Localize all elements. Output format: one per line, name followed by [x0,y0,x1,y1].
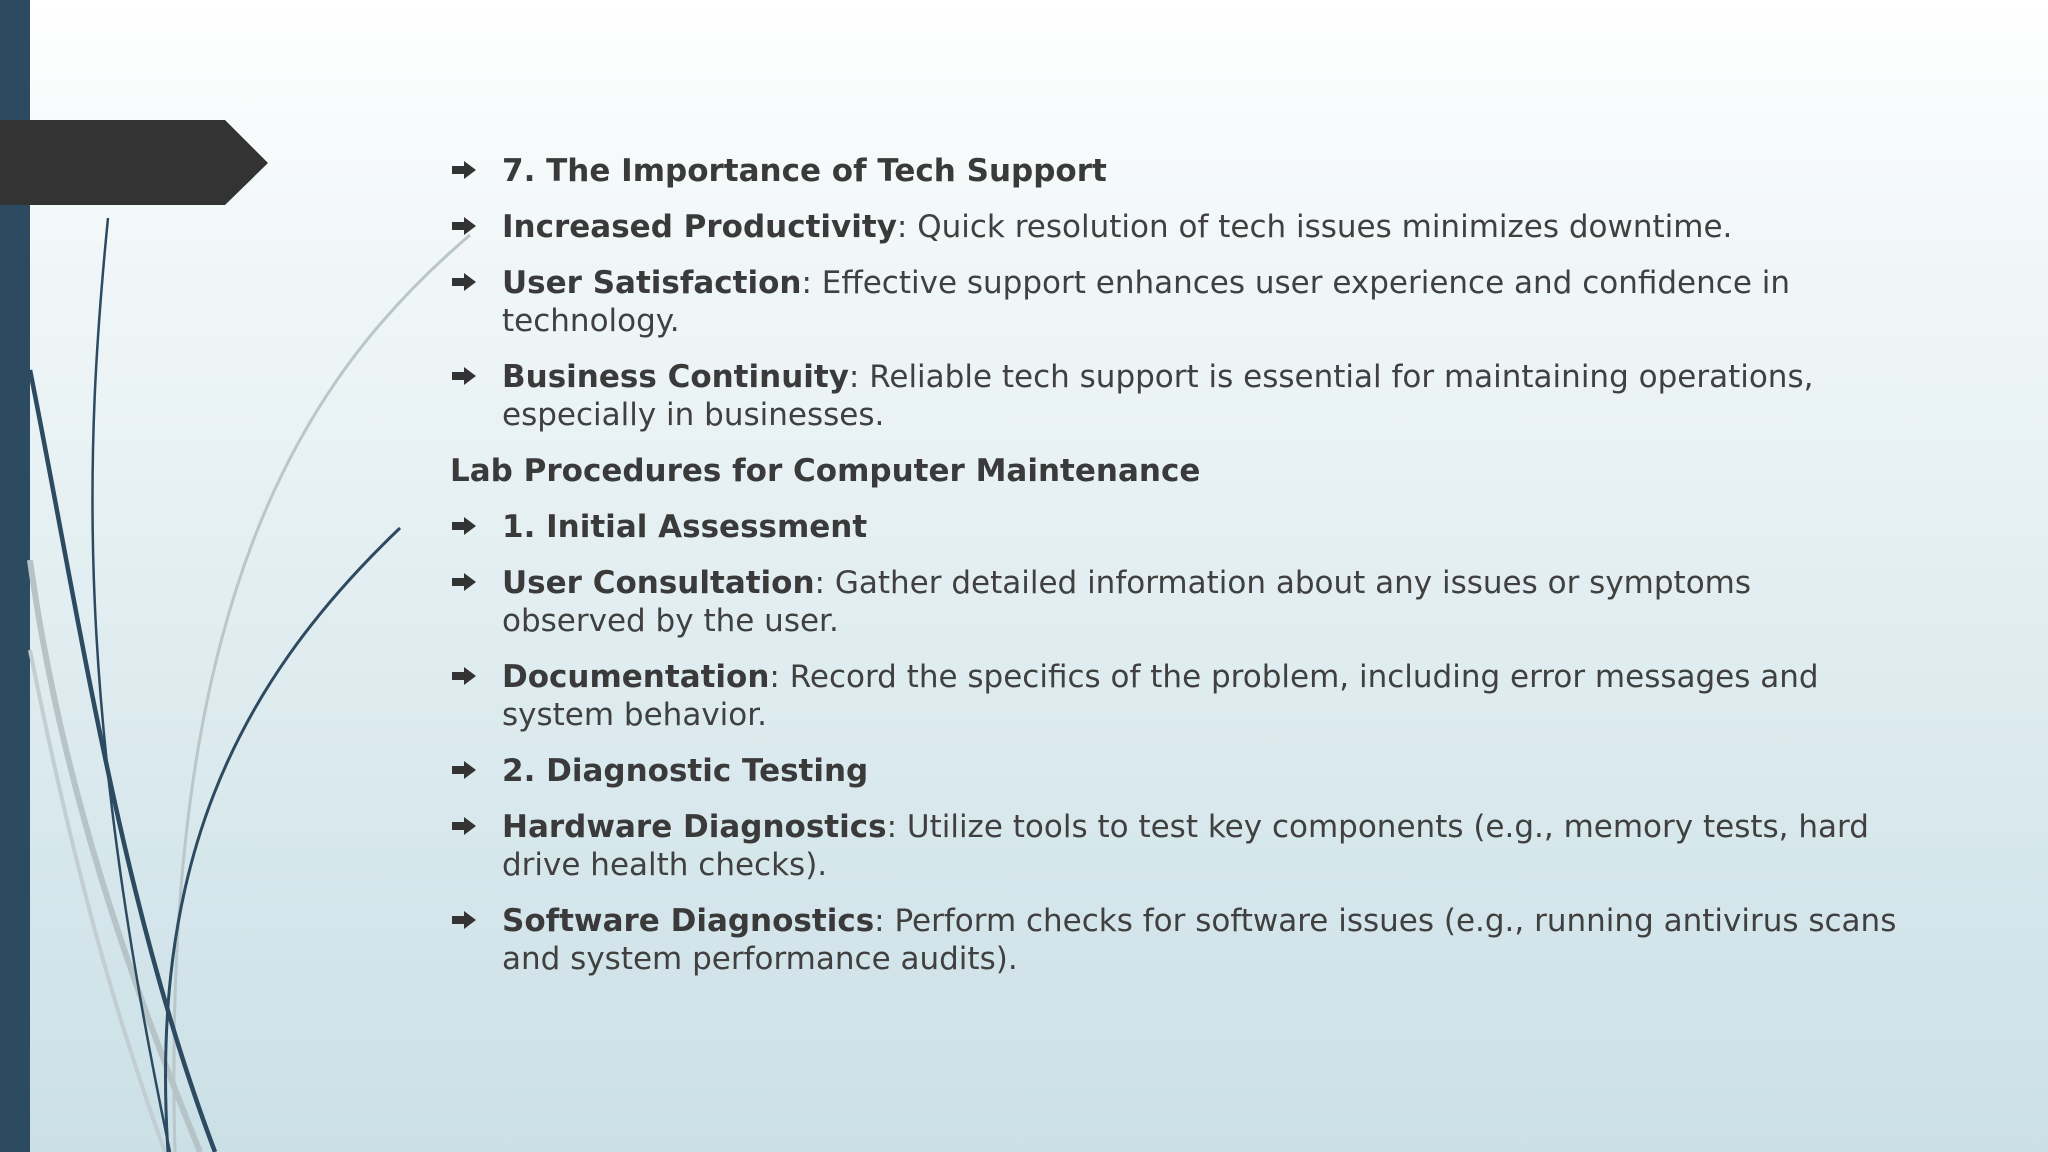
decor-curve [30,370,215,1152]
bullet-item [450,208,1900,246]
bullet-text: : Gather detailed information about any issues or symptoms observed by the user. [502,565,1752,639]
decor-curve [174,235,470,1152]
title-tab [0,120,268,205]
bullet-term: User Consultation [502,565,815,601]
bullet-item [450,752,1900,790]
bullet-heading: 2. Diagnostic Testing [502,753,869,789]
bullet-item [450,902,1900,978]
bullet-item [450,564,1900,640]
bullet-term: Hardware Diagnostics [502,809,887,845]
arrow-bullet-icon [452,667,476,685]
arrow-bullet-icon [452,161,476,179]
arrow-bullet-icon [452,761,476,779]
bullet-heading: 1. Initial Assessment [502,509,868,545]
bullet-term: Business Continuity [502,359,849,395]
bullet-term: Documentation [502,659,770,695]
bullet-item [450,658,1900,734]
arrow-bullet-icon [452,817,476,835]
bullet-term: Increased Productivity [502,209,897,245]
bullet-item [450,264,1900,340]
decor-curve [92,218,170,1152]
arrow-bullet-icon [452,517,476,535]
bullet-text: : Record the specifics of the problem, including error messages and system behavior. [502,659,1819,733]
decor-curve [166,528,400,1152]
bullet-text: : Effective support enhances user experience and confidence in technology. [502,265,1791,339]
bullet-text: : Perform checks for software issues (e.g., running antivirus scans and system performance audits). [502,903,1897,977]
arrow-bullet-icon [452,273,476,291]
arrow-bullet-icon [452,367,476,385]
arrow-bullet-icon [452,911,476,929]
arrow-bullet-icon [452,573,476,591]
bullet-text: : Quick resolution of tech issues minimizes downtime. [896,209,1733,245]
bullet-item [450,152,1900,190]
bullet-item [450,808,1900,884]
bullet-term: User Satisfaction [502,265,802,301]
slide-content [450,152,1900,996]
section-title: Lab Procedures for Computer Maintenance [450,453,1201,489]
arrow-bullet-icon [452,217,476,235]
bullet-item [450,508,1900,546]
bullet-item [450,358,1900,434]
bullet-term: Software Diagnostics [502,903,875,939]
bullet-text: : Reliable tech support is essential for maintaining operations, especially in businesses. [502,359,1814,433]
bullet-heading: 7. The Importance of Tech Support [502,153,1107,189]
bullet-text: : Utilize tools to test key components (e.g., memory tests, hard drive health checks). [502,809,1869,883]
